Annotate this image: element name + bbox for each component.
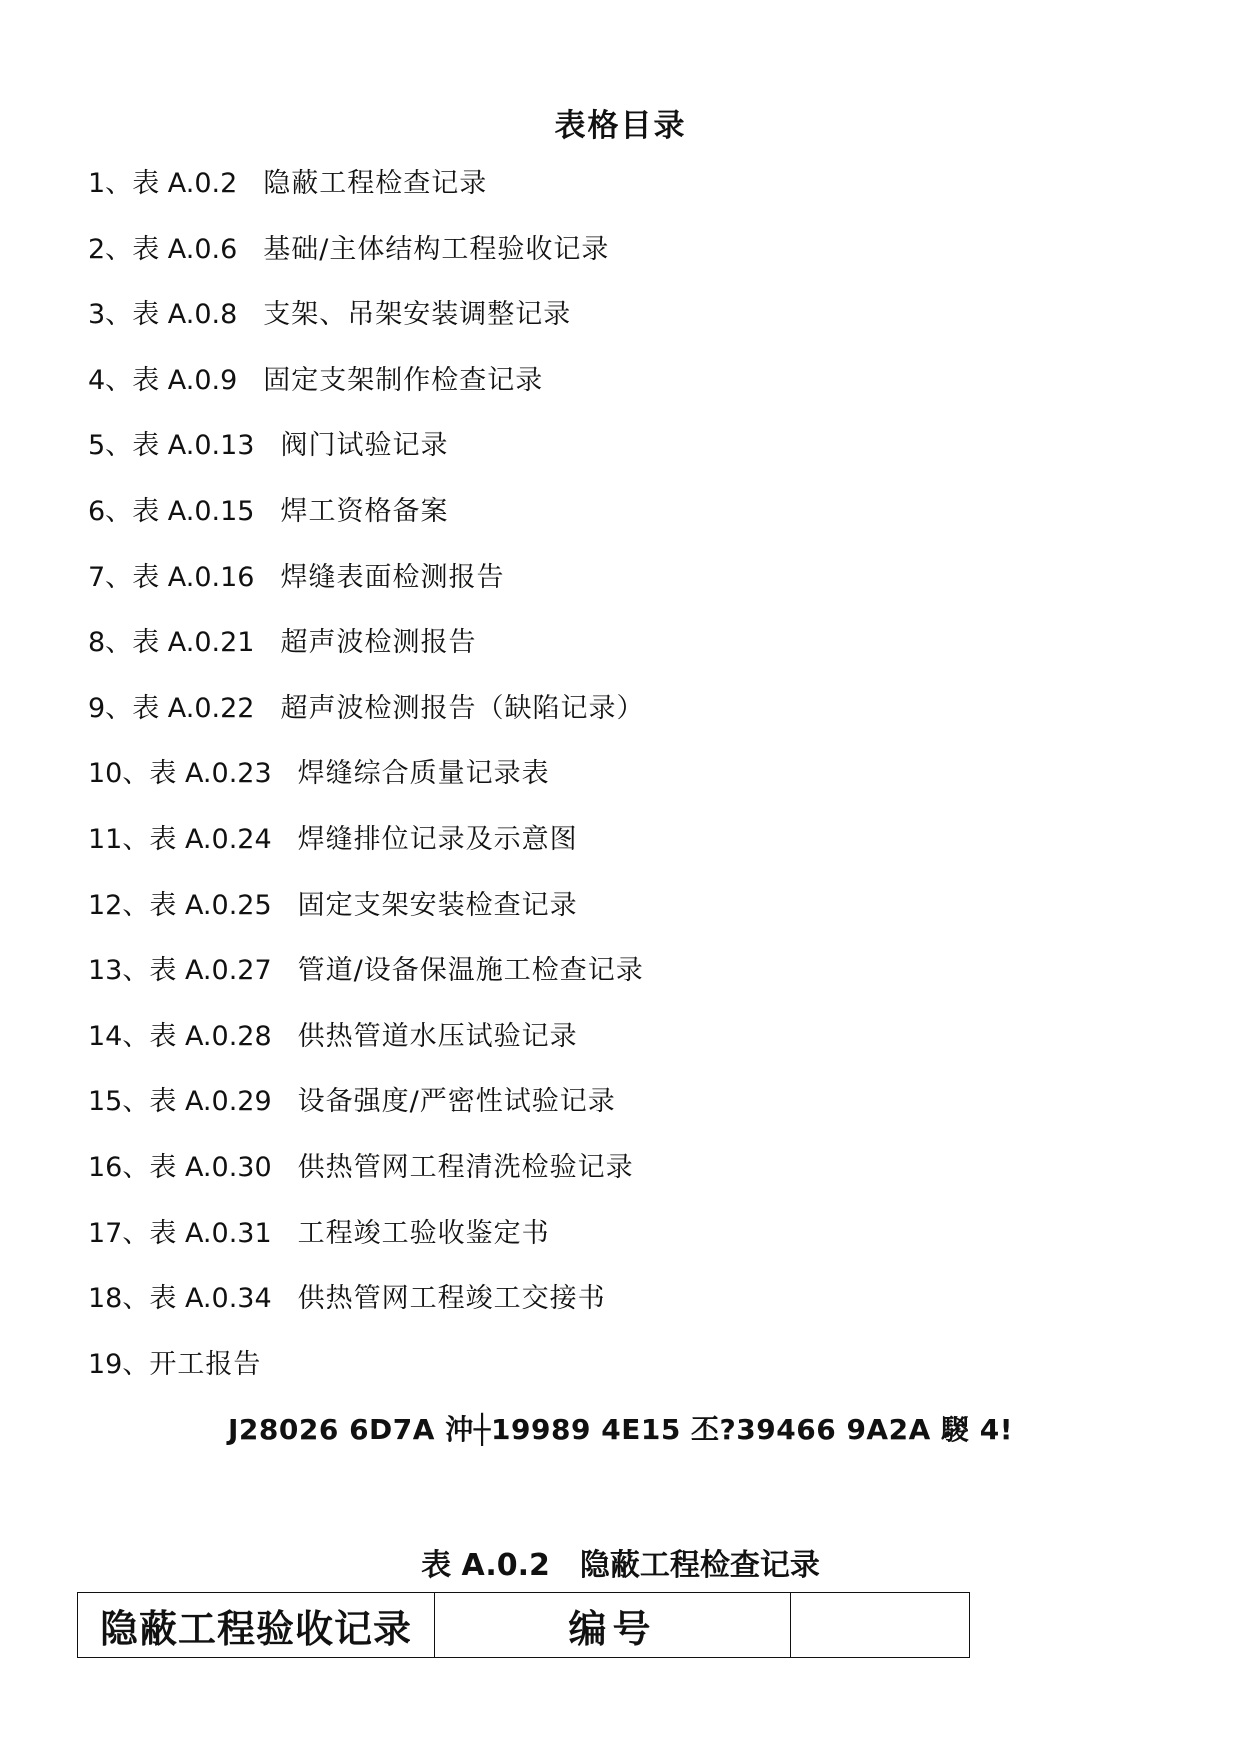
toc-item — [88, 886, 644, 952]
toc-item-code: 表 A.0.28 — [149, 1020, 272, 1052]
toc-item-code: 表 A.0.15 — [132, 495, 255, 527]
document-title: 表格目录 — [554, 108, 687, 144]
toc-item-number: 3、 — [88, 299, 133, 331]
toc-item-number: 19、 — [88, 1348, 150, 1380]
toc-item-name: 焊缝综合质量记录表 — [297, 758, 550, 790]
toc-item-name: 开工报告 — [149, 1348, 262, 1380]
toc-item-code: 表 A.0.21 — [132, 627, 255, 659]
toc-item — [88, 689, 644, 755]
toc-item — [88, 754, 644, 820]
record-header-table — [77, 1592, 970, 1658]
toc-item-name: 供热管道水压试验记录 — [297, 1020, 578, 1052]
toc-item-name: 固定支架制作检查记录 — [263, 364, 544, 396]
toc-item-number: 7、 — [88, 561, 133, 593]
toc-item-name: 支架、吊架安装调整记录 — [263, 299, 572, 331]
section-title-code: 表 A.0.2 — [421, 1548, 550, 1583]
toc-item-name: 隐蔽工程检查记录 — [263, 168, 488, 199]
toc-item-code: 表 A.0.30 — [149, 1151, 272, 1183]
toc-item-number: 16、 — [88, 1151, 150, 1183]
toc-item — [88, 295, 644, 361]
toc-item — [88, 1017, 644, 1083]
toc-item — [88, 492, 644, 558]
toc-item-name: 工程竣工验收鉴定书 — [297, 1217, 550, 1249]
toc-item-code: 表 A.0.22 — [132, 692, 255, 724]
toc-item-code: 表 A.0.29 — [149, 1086, 272, 1118]
toc-item-code: 表 A.0.25 — [149, 889, 272, 921]
toc-item-name: 超声波检测报告（缺陷记录） — [280, 692, 645, 724]
section-title-name: 隐蔽工程检查记录 — [579, 1548, 820, 1583]
toc-item-code: 表 A.0.9 — [132, 364, 238, 396]
record-title-cell: 隐蔽工程验收记录 — [78, 1593, 435, 1658]
toc-item-number: 12、 — [88, 889, 150, 921]
toc-item — [88, 558, 644, 624]
toc-item-number: 18、 — [88, 1283, 150, 1315]
toc-item-name: 阀门试验记录 — [280, 430, 449, 462]
toc-item-name: 焊缝表面检测报告 — [280, 561, 505, 593]
toc-item-code: 表 A.0.31 — [149, 1217, 272, 1249]
section-title — [0, 1540, 1241, 1584]
toc-item-number: 5、 — [88, 430, 133, 462]
number-label-cell: 编号 — [435, 1593, 791, 1658]
toc-item — [88, 951, 644, 1017]
toc-item-number: 14、 — [88, 1020, 150, 1052]
toc-item-number: 2、 — [88, 233, 133, 265]
toc-item-code: 表 A.0.2 — [132, 168, 238, 199]
toc-item-name: 超声波检测报告 — [280, 627, 477, 659]
toc-item — [88, 164, 644, 230]
toc-item — [88, 820, 644, 886]
toc-item-number: 9、 — [88, 692, 133, 724]
toc-item-number: 8、 — [88, 627, 133, 659]
toc-item-code: 表 A.0.8 — [132, 299, 238, 331]
toc-item-number: 11、 — [88, 823, 150, 855]
toc-item-name: 管道/设备保温施工检查记录 — [297, 955, 644, 987]
toc-item — [88, 1214, 644, 1280]
toc-item-name: 固定支架安装检查记录 — [297, 889, 578, 921]
toc-item-code: 表 A.0.24 — [149, 823, 272, 855]
garbled-text-line: J28026 6D7A 沖┼19989 4E15 丕?39466 9A2A 騣 4! — [228, 1413, 1013, 1446]
toc-item — [88, 1345, 644, 1411]
toc-item — [88, 1148, 644, 1214]
table-of-contents — [88, 164, 644, 1410]
toc-item-name: 设备强度/严密性试验记录 — [297, 1086, 616, 1118]
toc-item — [88, 1082, 644, 1148]
table-row — [78, 1593, 970, 1658]
toc-item-number: 10、 — [88, 758, 150, 790]
toc-item-code: 表 A.0.27 — [149, 955, 272, 987]
toc-item — [88, 623, 644, 689]
toc-item — [88, 361, 644, 427]
toc-item-number: 6、 — [88, 495, 133, 527]
toc-item-number: 4、 — [88, 364, 133, 396]
toc-item-name: 供热管网工程竣工交接书 — [297, 1283, 606, 1315]
toc-item-code: 表 A.0.6 — [132, 233, 238, 265]
toc-item-code: 表 A.0.13 — [132, 430, 255, 462]
toc-item-name: 焊工资格备案 — [280, 495, 449, 527]
toc-item-name: 焊缝排位记录及示意图 — [297, 823, 578, 855]
toc-item-number: 17、 — [88, 1217, 150, 1249]
toc-item-number: 13、 — [88, 955, 150, 987]
toc-item-code: 表 A.0.34 — [149, 1283, 272, 1315]
toc-item-number: 15、 — [88, 1086, 150, 1118]
toc-item-code: 表 A.0.16 — [132, 561, 255, 593]
toc-item — [88, 426, 644, 492]
number-value-cell[interactable] — [791, 1593, 970, 1658]
toc-item — [88, 230, 644, 296]
toc-item-name: 基础/主体结构工程验收记录 — [263, 233, 610, 265]
toc-item-name: 供热管网工程清洗检验记录 — [297, 1151, 634, 1183]
toc-item — [88, 1279, 644, 1345]
toc-item-number: 1、 — [88, 168, 133, 199]
toc-item-code: 表 A.0.23 — [149, 758, 272, 790]
